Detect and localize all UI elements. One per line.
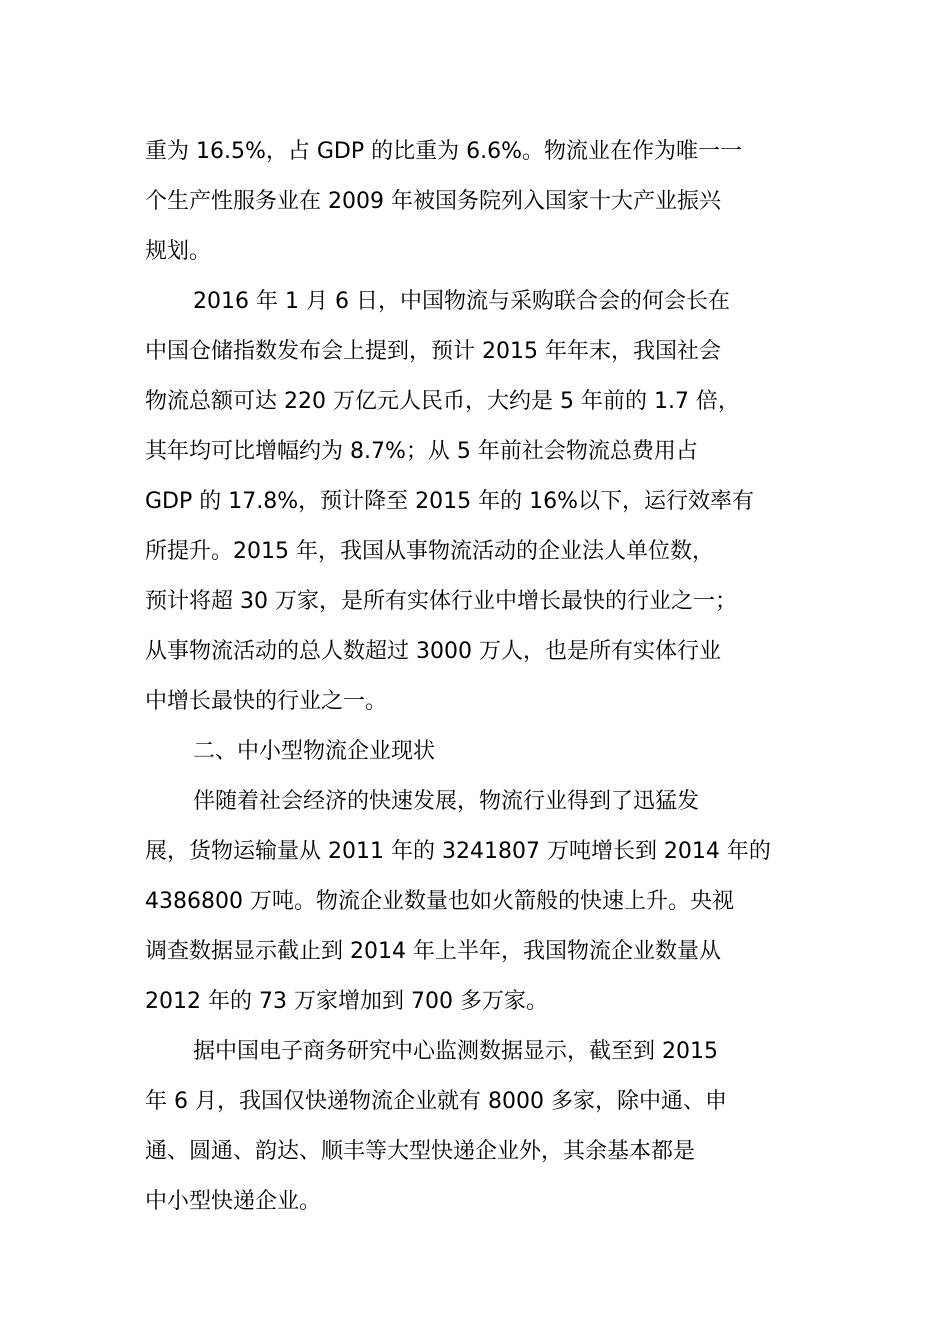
paragraph-line: 物流总额可达 220 万亿元人民币，大约是 5 年前的 1.7 倍， xyxy=(145,389,740,414)
paragraph-line: 重为 16.5%，占 GDP 的比重为 6.6%。物流业在作为唯一一 xyxy=(145,139,743,164)
paragraph-line: 4386800 万吨。物流企业数量也如火箭般的快速上升。央视 xyxy=(145,889,734,914)
paragraph-line: GDP 的 17.8%，预计降至 2015 年的 16%以下，运行效率有 xyxy=(145,489,754,514)
paragraph-line: 中增长最快的行业之一。 xyxy=(145,689,388,714)
paragraph-3 xyxy=(145,777,815,1027)
paragraph-4 xyxy=(145,1027,815,1227)
paragraph-line: 个生产性服务业在 2009 年被国务院列入国家十大产业振兴 xyxy=(145,189,721,214)
paragraph-line: 从事物流活动的总人数超过 3000 万人，也是所有实体行业 xyxy=(145,639,721,664)
paragraph-line: 其年均可比增幅约为 8.7%；从 5 年前社会物流总费用占 xyxy=(145,439,698,464)
paragraph-line: 伴随着社会经济的快速发展，物流行业得到了迅猛发 xyxy=(193,789,700,814)
document-body xyxy=(145,127,815,1227)
paragraph-line: 2012 年的 73 万家增加到 700 多万家。 xyxy=(145,989,548,1014)
paragraph-line: 规划。 xyxy=(145,239,212,264)
paragraph-2 xyxy=(145,277,815,727)
paragraph-line: 2016 年 1 月 6 日，中国物流与采购联合会的何会长在 xyxy=(193,289,730,314)
section-heading: 二、中小型物流企业现状 xyxy=(193,739,436,764)
paragraph-line: 据中国电子商务研究中心监测数据显示，截至到 2015 xyxy=(193,1039,718,1064)
paragraph-line: 中国仓储指数发布会上提到，预计 2015 年年末，我国社会 xyxy=(145,339,721,364)
paragraph-line: 预计将超 30 万家，是所有实体行业中增长最快的行业之一； xyxy=(145,589,737,614)
paragraph-line: 展，货物运输量从 2011 年的 3241807 万吨增长到 2014 年的 xyxy=(145,839,771,864)
paragraph-line: 通、圆通、韵达、顺丰等大型快递企业外，其余基本都是 xyxy=(145,1139,696,1164)
paragraph-line: 中小型快递企业。 xyxy=(145,1189,322,1214)
paragraph-line: 所提升。2015 年，我国从事物流活动的企业法人单位数， xyxy=(145,539,714,564)
paragraph-line: 调查数据显示截止到 2014 年上半年，我国物流企业数量从 xyxy=(145,939,721,964)
paragraph-1 xyxy=(145,127,815,277)
paragraph-line: 年 6 月，我国仅快递物流企业就有 8000 多家，除中通、申 xyxy=(145,1089,727,1114)
